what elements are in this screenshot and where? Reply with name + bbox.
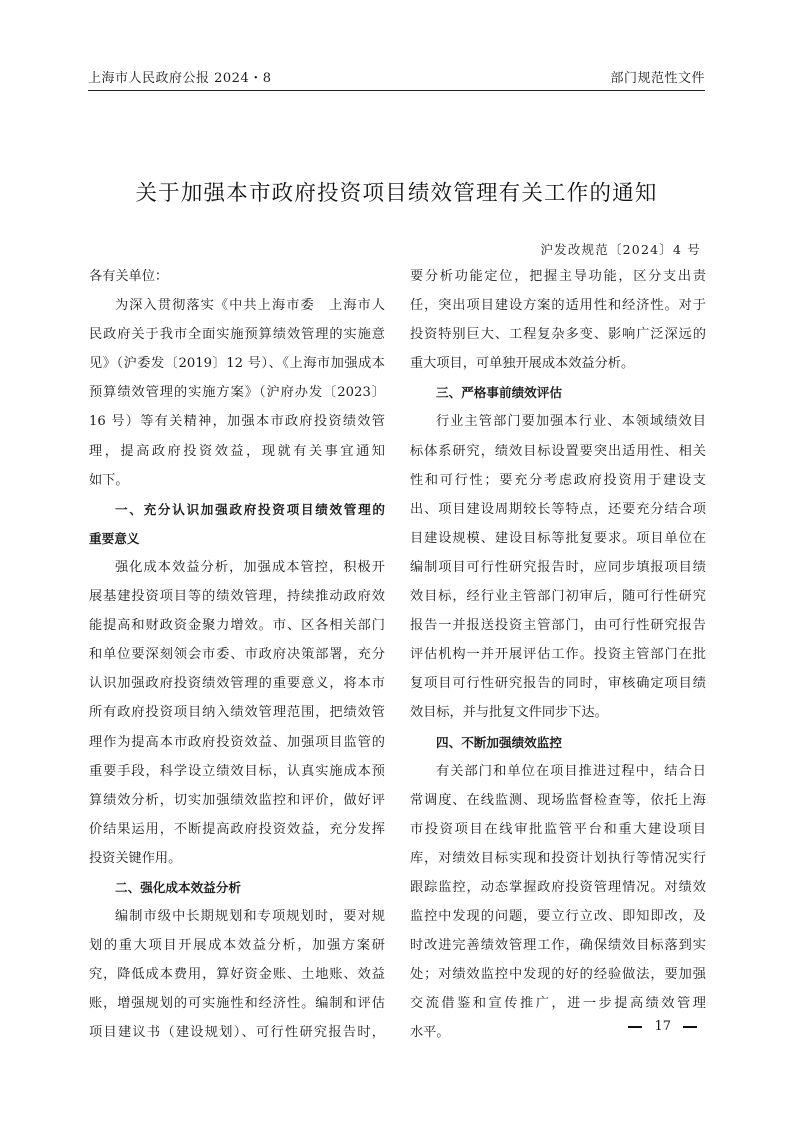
page-number: 17: [654, 1019, 671, 1034]
paragraph-line: 民政府关于我市全面实施预算绩效管理的实施意: [89, 327, 385, 343]
paragraph-line: 投资特别巨大、工程复杂多变、影响广泛深远的: [410, 327, 706, 343]
section-heading-line: 一、充分认识加强政府投资项目绩效管理的: [115, 501, 385, 517]
page-footer: [628, 1019, 697, 1034]
dash-left: [628, 1026, 642, 1028]
paragraph-line: 认识加强政府投资绩效管理的重要意义，将本市: [89, 676, 385, 692]
paragraph-line: 库，对绩效目标实现和投资计划执行等情况实行: [410, 850, 706, 866]
paragraph-line: 预算绩效管理的实施方案》（沪府办发〔2023〕: [89, 385, 385, 401]
paragraph-line: 时改进完善绩效管理工作，确保绩效目标落到实: [410, 938, 706, 954]
section-heading-line: 四、不断加强绩效监控: [436, 734, 562, 750]
paragraph-line: 有关部门和单位在项目推进过程中，结合日: [436, 763, 706, 779]
dash-right: [683, 1026, 697, 1028]
document-number: 沪发改规范〔2024〕4 号: [540, 242, 701, 257]
paragraph-line: 要分析功能定位，把握主导功能，区分支出责: [410, 269, 706, 284]
paragraph-line: 评估机构一并开展评估工作。投资主管部门在批: [410, 647, 706, 663]
section-label: 部门规范性文件: [610, 71, 705, 86]
paragraph-line: 和单位要深刻领会市委、市政府决策部署，充分: [89, 647, 385, 663]
paragraph-line: 算绩效分析，切实加强绩效监控和评价，做好评: [89, 792, 385, 808]
paragraph-line: 项目建议书（建设规划）、可行性研究报告时，: [89, 1025, 385, 1041]
paragraph-line: 标体系研究，绩效目标设置要突出适用性、相关: [410, 443, 706, 459]
paragraph-line: 任，突出项目建设方案的适用性和经济性。对于: [410, 298, 706, 314]
paragraph-line: 16 号）等有关精神，加强本市政府投资绩效管: [89, 414, 385, 430]
paragraph-line: 交流借鉴和宣传推广，进一步提高绩效管理: [410, 996, 706, 1012]
left-column: [89, 262, 385, 1048]
paragraph-line: 跟踪监控，动态掌握政府投资管理情况。对绩效: [410, 879, 706, 895]
paragraph-line: 处；对绩效监控中发现的好的经验做法，要加强: [410, 967, 706, 983]
paragraph-line: 重要手段，科学设立绩效目标，认真实施成本预: [89, 763, 385, 779]
paragraph-line: 理作为提高本市政府投资效益、加强项目监管的: [89, 734, 385, 750]
paragraph-line: 目建设规模、建设目标等批复要求。项目单位在: [410, 530, 706, 546]
document-title: 关于加强本市政府投资项目绩效管理有关工作的通知: [135, 181, 658, 206]
paragraph-line: 效目标，经行业主管部门初审后，随可行性研究: [410, 589, 706, 605]
paragraph-line: 性和可行性；要充分考虑政府投资用于建设支: [410, 472, 706, 488]
paragraph-line: 如下。: [89, 472, 129, 488]
section-heading-line: 三、严格事前绩效评估: [436, 385, 562, 401]
paragraph-line: 水平。: [410, 1025, 450, 1041]
paragraph-line: 能提高和财政资金聚力增效。市、区各相关部门: [89, 618, 385, 634]
paragraph-line: 展基建投资项目等的绩效管理，持续推动政府效: [89, 589, 385, 605]
paragraph-line: 常调度、在线监测、现场监督检查等，依托上海: [410, 792, 706, 808]
journal-issue-label: 上海市人民政府公报 2024・8: [88, 71, 272, 86]
right-column: [410, 262, 706, 1048]
running-header: [88, 64, 705, 91]
section-heading-line: 重要意义: [89, 530, 140, 546]
paragraph-line: 编制项目可行性研究报告时，应同步填报项目绩: [410, 559, 706, 575]
section-heading-line: 二、强化成本效益分析: [115, 879, 241, 895]
paragraph-line: 价结果运用，不断提高政府投资效益，充分发挥: [89, 821, 385, 837]
paragraph-line: 报告一并报送投资主管部门，由可行性研究报告: [410, 618, 706, 634]
paragraph-line: 市投资项目在线审批监管平台和重大建设项目: [410, 821, 706, 837]
paragraph-line: 为深入贯彻落实《中共上海市委 上海市人: [115, 298, 385, 314]
paragraph-line: 划的重大项目开展成本效益分析，加强方案研: [89, 938, 385, 954]
paragraph-line: 行业主管部门要加强本行业、本领域绩效目: [436, 414, 706, 430]
paragraph-line: 重大项目，可单独开展成本效益分析。: [410, 356, 635, 372]
paragraph-line: 监控中发现的问题，要立行立改、即知即改，及: [410, 909, 706, 925]
paragraph-line: 复项目可行性研究报告的同时，审核确定项目绩: [410, 676, 706, 692]
paragraph-line: 究，降低成本费用，算好资金账、土地账、效益: [89, 967, 385, 983]
paragraph-line: 编制市级中长期规划和专项规划时，要对规: [115, 909, 385, 925]
paragraph-line: 投资关键作用。: [89, 850, 182, 866]
paragraph-line: 账，增强规划的可实施性和经济性。编制和评估: [89, 996, 385, 1012]
paragraph-line: 强化成本效益分析，加强成本管控，积极开: [115, 559, 385, 575]
paragraph-line: 理，提高政府投资效益，现就有关事宜通知: [89, 443, 385, 459]
paragraph-line: 出、项目建设周期较长等特点，还要充分结合项: [410, 501, 706, 517]
paragraph-line: 各有关单位：: [89, 269, 169, 284]
paragraph-line: 所有政府投资项目纳入绩效管理范围，把绩效管: [89, 705, 385, 721]
paragraph-line: 见》（沪委发〔2019〕12 号）、《上海市加强成本: [89, 356, 385, 372]
paragraph-line: 效目标，并与批复文件同步下达。: [410, 705, 608, 721]
